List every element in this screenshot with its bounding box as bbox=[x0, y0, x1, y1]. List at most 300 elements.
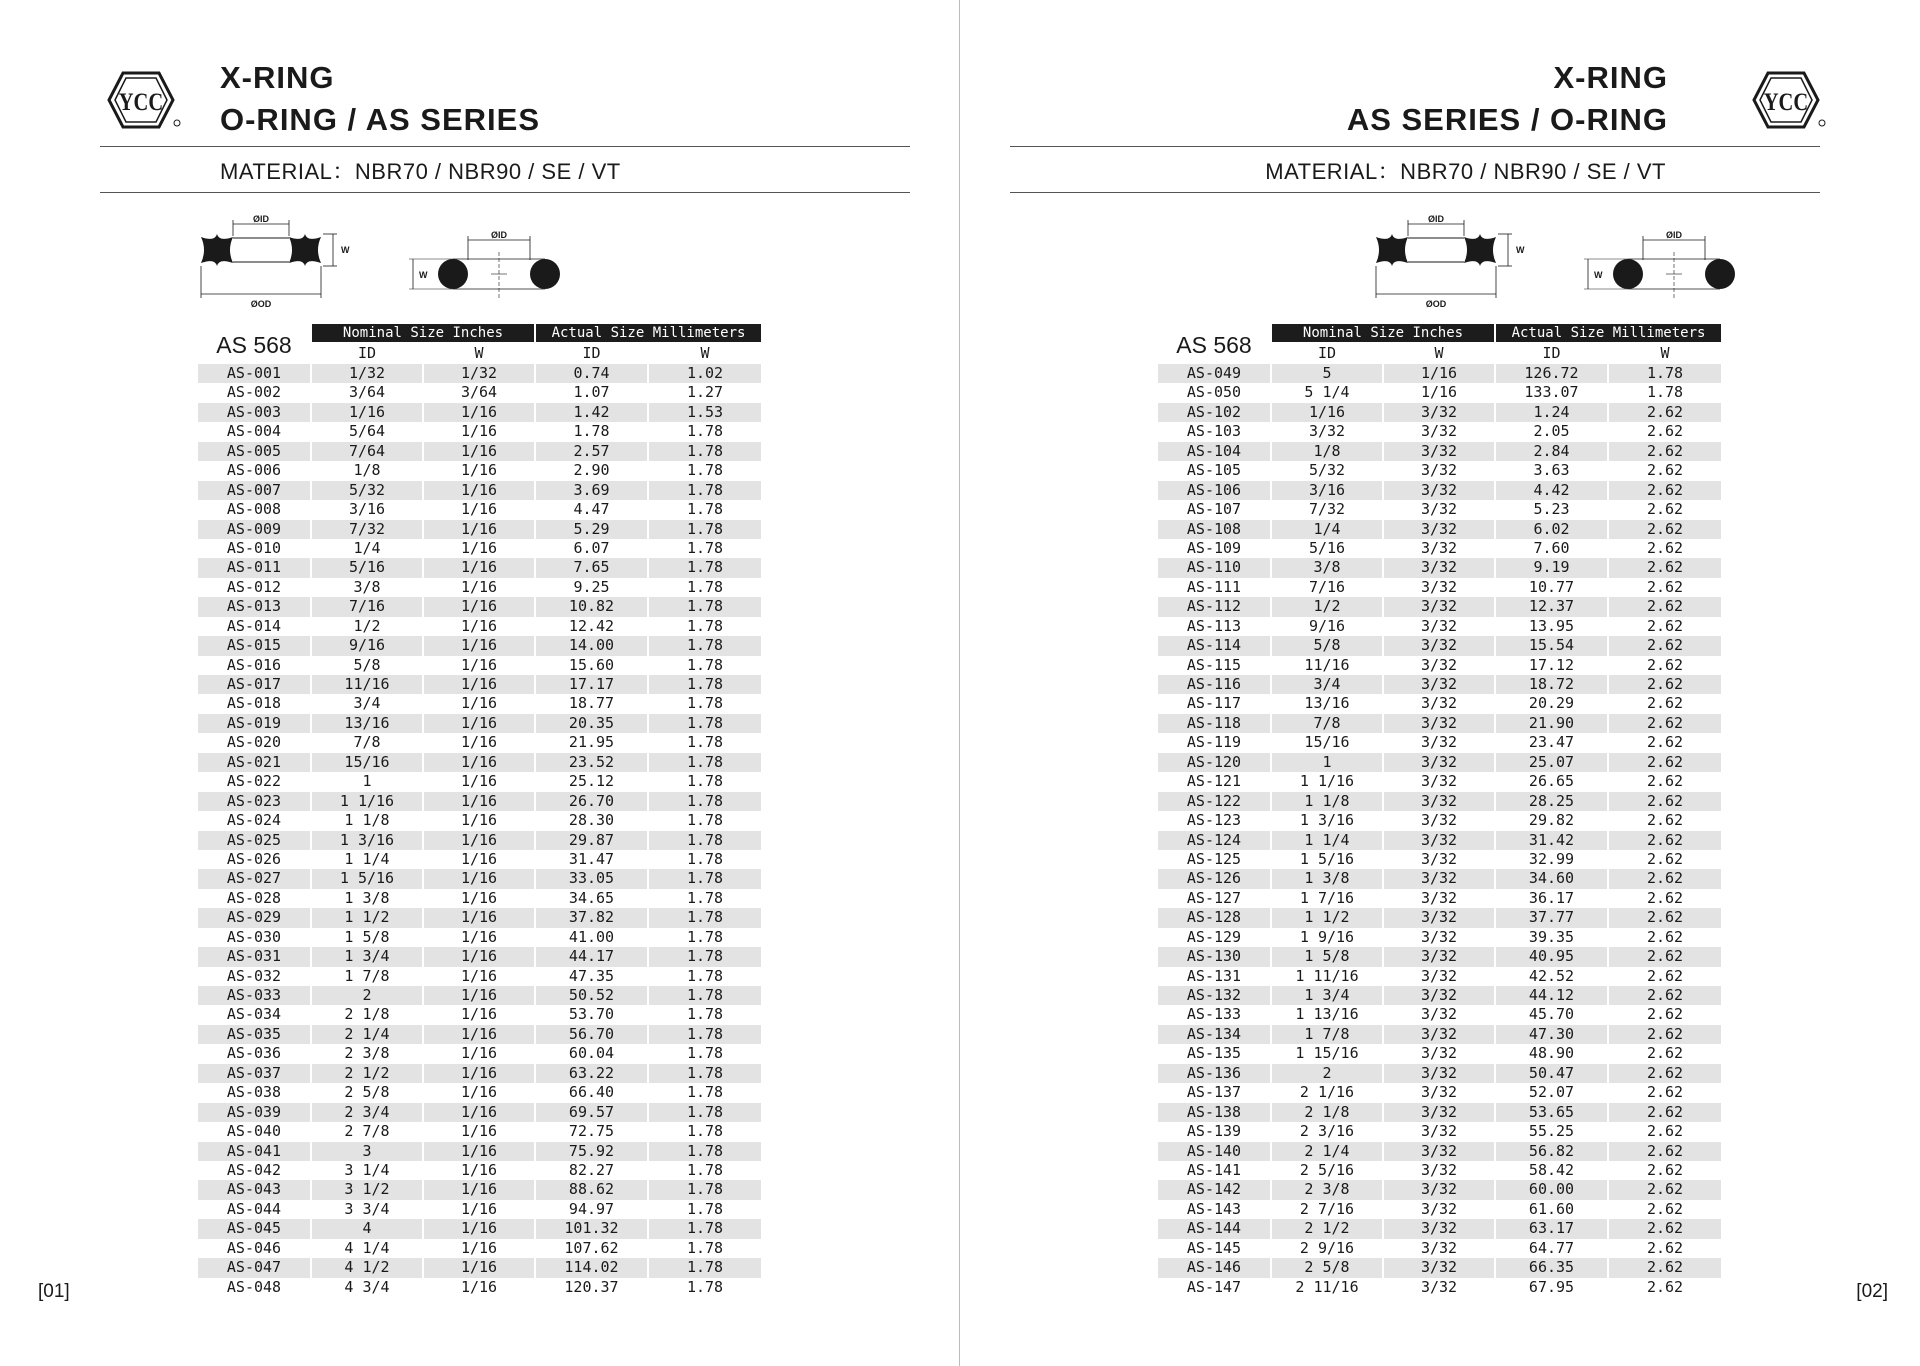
row-nominal-w: 3/32 bbox=[1384, 714, 1494, 733]
row-nominal-w: 1/16 bbox=[424, 967, 534, 986]
table-row bbox=[198, 733, 761, 752]
row-actual-w: 1.78 bbox=[649, 1064, 761, 1083]
row-actual-w: 1.78 bbox=[649, 1122, 761, 1141]
row-nominal-id: 5/64 bbox=[312, 422, 422, 441]
row-actual-id: 3.69 bbox=[536, 481, 647, 500]
row-actual-w: 1.78 bbox=[649, 1142, 761, 1161]
row-actual-w: 1.78 bbox=[649, 850, 761, 869]
table-row bbox=[1158, 714, 1721, 733]
row-actual-id: 17.12 bbox=[1496, 656, 1607, 675]
row-actual-w: 2.62 bbox=[1609, 675, 1721, 694]
row-nominal-id: 1 3/8 bbox=[1272, 869, 1382, 888]
row-actual-id: 67.95 bbox=[1496, 1278, 1607, 1297]
row-nominal-w: 1/16 bbox=[424, 869, 534, 888]
row-nominal-w: 1/16 bbox=[424, 1122, 534, 1141]
table-row bbox=[1158, 947, 1721, 966]
row-nominal-id: 3/4 bbox=[312, 694, 422, 713]
row-nominal-w: 1/16 bbox=[424, 558, 534, 577]
row-size-code: AS-030 bbox=[198, 928, 310, 947]
row-actual-id: 63.22 bbox=[536, 1064, 647, 1083]
row-nominal-id: 2 5/16 bbox=[1272, 1161, 1382, 1180]
row-size-code: AS-019 bbox=[198, 714, 310, 733]
row-nominal-id: 11/16 bbox=[1272, 656, 1382, 675]
row-size-code: AS-014 bbox=[198, 617, 310, 636]
row-nominal-id: 1 bbox=[1272, 753, 1382, 772]
row-size-code: AS-136 bbox=[1158, 1064, 1270, 1083]
row-actual-id: 28.30 bbox=[536, 811, 647, 830]
row-nominal-id: 3 1/2 bbox=[312, 1180, 422, 1199]
row-nominal-w: 3/32 bbox=[1384, 908, 1494, 927]
table-row bbox=[1158, 967, 1721, 986]
row-nominal-w: 1/16 bbox=[424, 636, 534, 655]
row-actual-id: 7.65 bbox=[536, 558, 647, 577]
ycc-logo bbox=[1742, 68, 1830, 132]
row-actual-id: 69.57 bbox=[536, 1103, 647, 1122]
row-actual-w: 2.62 bbox=[1609, 1103, 1721, 1122]
material-divider bbox=[1010, 192, 1820, 193]
row-nominal-id: 9/16 bbox=[312, 636, 422, 655]
row-actual-w: 2.62 bbox=[1609, 1122, 1721, 1141]
row-nominal-w: 3/32 bbox=[1384, 422, 1494, 441]
row-actual-id: 82.27 bbox=[536, 1161, 647, 1180]
row-nominal-id: 2 5/8 bbox=[312, 1083, 422, 1102]
ring-cross-section-diagram bbox=[195, 212, 585, 312]
table-row bbox=[1158, 831, 1721, 850]
series-label: AS 568 bbox=[1176, 332, 1252, 358]
row-size-code: AS-140 bbox=[1158, 1142, 1270, 1161]
row-size-code: AS-139 bbox=[1158, 1122, 1270, 1141]
row-actual-id: 18.77 bbox=[536, 694, 647, 713]
row-nominal-w: 3/32 bbox=[1384, 442, 1494, 461]
row-actual-w: 2.62 bbox=[1609, 1005, 1721, 1024]
x-ring-left-profile bbox=[201, 234, 233, 266]
table-row bbox=[1158, 1044, 1721, 1063]
row-nominal-id: 1 7/8 bbox=[312, 967, 422, 986]
row-nominal-id: 1 15/16 bbox=[1272, 1044, 1382, 1063]
row-nominal-id: 2 bbox=[312, 986, 422, 1005]
row-actual-w: 1.78 bbox=[649, 1219, 761, 1238]
row-actual-id: 26.70 bbox=[536, 792, 647, 811]
row-actual-w: 2.62 bbox=[1609, 1239, 1721, 1258]
row-nominal-w: 1/16 bbox=[424, 1025, 534, 1044]
row-nominal-w: 3/32 bbox=[1384, 675, 1494, 694]
table-row bbox=[198, 1025, 761, 1044]
row-actual-id: 40.95 bbox=[1496, 947, 1607, 966]
row-actual-id: 53.65 bbox=[1496, 1103, 1607, 1122]
row-nominal-id: 5/8 bbox=[1272, 636, 1382, 655]
row-size-code: AS-028 bbox=[198, 889, 310, 908]
col-nominal-id: ID bbox=[357, 344, 377, 362]
row-size-code: AS-049 bbox=[1158, 364, 1270, 383]
row-size-code: AS-127 bbox=[1158, 889, 1270, 908]
row-actual-w: 2.62 bbox=[1609, 850, 1721, 869]
row-actual-w: 2.62 bbox=[1609, 908, 1721, 927]
row-nominal-w: 3/32 bbox=[1384, 636, 1494, 655]
row-actual-id: 56.70 bbox=[536, 1025, 647, 1044]
row-actual-id: 47.30 bbox=[1496, 1025, 1607, 1044]
row-nominal-w: 1/16 bbox=[424, 1239, 534, 1258]
table-row bbox=[1158, 1180, 1721, 1199]
row-nominal-w: 3/32 bbox=[1384, 617, 1494, 636]
table-row bbox=[198, 1161, 761, 1180]
row-actual-id: 15.54 bbox=[1496, 636, 1607, 655]
row-actual-w: 1.78 bbox=[649, 500, 761, 519]
row-nominal-id: 1 11/16 bbox=[1272, 967, 1382, 986]
row-nominal-w: 1/16 bbox=[424, 850, 534, 869]
as568-size-table bbox=[1158, 324, 1721, 1297]
table-row bbox=[198, 520, 761, 539]
row-nominal-id: 2 7/8 bbox=[312, 1122, 422, 1141]
row-nominal-id: 7/8 bbox=[312, 733, 422, 752]
row-actual-id: 64.77 bbox=[1496, 1239, 1607, 1258]
material-line: MATERIAL：NBR70 / NBR90 / SE / VT bbox=[220, 159, 621, 184]
row-nominal-w: 3/32 bbox=[1384, 500, 1494, 519]
diagram-w-label: W bbox=[1516, 245, 1525, 255]
row-size-code: AS-009 bbox=[198, 520, 310, 539]
row-actual-w: 1.78 bbox=[649, 1083, 761, 1102]
row-actual-w: 2.62 bbox=[1609, 947, 1721, 966]
row-size-code: AS-037 bbox=[198, 1064, 310, 1083]
row-actual-id: 3.63 bbox=[1496, 461, 1607, 480]
o-ring-right-profile bbox=[1705, 259, 1735, 289]
row-actual-id: 37.77 bbox=[1496, 908, 1607, 927]
o-ring-left-profile bbox=[438, 259, 468, 289]
table-row bbox=[1158, 636, 1721, 655]
row-actual-id: 58.42 bbox=[1496, 1161, 1607, 1180]
table-row bbox=[198, 947, 761, 966]
table-row bbox=[1158, 792, 1721, 811]
row-nominal-w: 3/32 bbox=[1384, 1025, 1494, 1044]
row-nominal-id: 15/16 bbox=[312, 753, 422, 772]
table-row bbox=[198, 578, 761, 597]
row-actual-w: 2.62 bbox=[1609, 403, 1721, 422]
table-row bbox=[1158, 578, 1721, 597]
row-actual-w: 2.62 bbox=[1609, 442, 1721, 461]
row-size-code: AS-122 bbox=[1158, 792, 1270, 811]
row-actual-id: 21.90 bbox=[1496, 714, 1607, 733]
row-nominal-w: 3/32 bbox=[1384, 481, 1494, 500]
row-size-code: AS-106 bbox=[1158, 481, 1270, 500]
diagram-w-label: W bbox=[341, 245, 350, 255]
row-size-code: AS-142 bbox=[1158, 1180, 1270, 1199]
row-actual-id: 5.29 bbox=[536, 520, 647, 539]
row-size-code: AS-121 bbox=[1158, 772, 1270, 791]
row-nominal-id: 1 1/16 bbox=[312, 792, 422, 811]
table-row bbox=[198, 364, 761, 383]
row-nominal-id: 2 3/4 bbox=[312, 1103, 422, 1122]
ycc-logo bbox=[97, 68, 185, 132]
row-actual-w: 1.78 bbox=[649, 1200, 761, 1219]
row-nominal-w: 1/16 bbox=[424, 792, 534, 811]
row-nominal-w: 1/16 bbox=[424, 1044, 534, 1063]
row-nominal-id: 5/32 bbox=[312, 481, 422, 500]
row-nominal-id: 2 11/16 bbox=[1272, 1278, 1382, 1297]
row-nominal-w: 1/16 bbox=[424, 889, 534, 908]
row-nominal-id: 4 bbox=[312, 1219, 422, 1238]
table-row bbox=[198, 383, 761, 402]
row-nominal-id: 2 1/16 bbox=[1272, 1083, 1382, 1102]
row-actual-id: 31.42 bbox=[1496, 831, 1607, 850]
row-size-code: AS-102 bbox=[1158, 403, 1270, 422]
row-actual-w: 2.62 bbox=[1609, 733, 1721, 752]
row-actual-w: 2.62 bbox=[1609, 792, 1721, 811]
row-size-code: AS-113 bbox=[1158, 617, 1270, 636]
row-actual-w: 2.62 bbox=[1609, 1044, 1721, 1063]
row-size-code: AS-046 bbox=[198, 1239, 310, 1258]
row-actual-w: 1.78 bbox=[649, 1103, 761, 1122]
row-nominal-w: 3/32 bbox=[1384, 1200, 1494, 1219]
row-actual-id: 33.05 bbox=[536, 869, 647, 888]
o-ring-left-profile bbox=[1613, 259, 1643, 289]
table-row bbox=[198, 1103, 761, 1122]
row-size-code: AS-041 bbox=[198, 1142, 310, 1161]
table-row bbox=[198, 558, 761, 577]
row-nominal-id: 2 9/16 bbox=[1272, 1239, 1382, 1258]
row-nominal-w: 1/16 bbox=[424, 831, 534, 850]
table-row bbox=[198, 714, 761, 733]
row-nominal-w: 1/16 bbox=[424, 1103, 534, 1122]
logo-text: YCC bbox=[118, 88, 164, 116]
row-actual-id: 75.92 bbox=[536, 1142, 647, 1161]
row-nominal-w: 3/32 bbox=[1384, 1278, 1494, 1297]
row-nominal-w: 3/32 bbox=[1384, 792, 1494, 811]
material-line: MATERIAL：NBR70 / NBR90 / SE / VT bbox=[1265, 159, 1666, 184]
row-nominal-id: 1 1/4 bbox=[1272, 831, 1382, 850]
table-row bbox=[198, 1200, 761, 1219]
row-nominal-w: 1/32 bbox=[424, 364, 534, 383]
row-size-code: AS-029 bbox=[198, 908, 310, 927]
row-size-code: AS-114 bbox=[1158, 636, 1270, 655]
row-nominal-w: 3/32 bbox=[1384, 1122, 1494, 1141]
row-size-code: AS-128 bbox=[1158, 908, 1270, 927]
row-actual-w: 1.78 bbox=[649, 578, 761, 597]
row-nominal-id: 1 5/8 bbox=[312, 928, 422, 947]
row-actual-id: 45.70 bbox=[1496, 1005, 1607, 1024]
row-nominal-w: 3/32 bbox=[1384, 1103, 1494, 1122]
table-row bbox=[1158, 1005, 1721, 1024]
diagram-w-label-oring: W bbox=[1594, 270, 1603, 280]
row-size-code: AS-015 bbox=[198, 636, 310, 655]
row-nominal-id: 7/8 bbox=[1272, 714, 1382, 733]
row-actual-w: 1.78 bbox=[649, 675, 761, 694]
row-nominal-id: 1 bbox=[312, 772, 422, 791]
row-nominal-id: 1 13/16 bbox=[1272, 1005, 1382, 1024]
row-nominal-w: 1/16 bbox=[424, 617, 534, 636]
row-nominal-id: 5 1/4 bbox=[1272, 383, 1382, 402]
table-row bbox=[198, 1122, 761, 1141]
row-actual-w: 1.78 bbox=[1609, 364, 1721, 383]
row-nominal-w: 3/32 bbox=[1384, 1083, 1494, 1102]
table-row bbox=[198, 481, 761, 500]
row-actual-w: 1.78 bbox=[649, 1005, 761, 1024]
row-size-code: AS-023 bbox=[198, 792, 310, 811]
row-actual-w: 2.62 bbox=[1609, 986, 1721, 1005]
row-nominal-id: 7/16 bbox=[1272, 578, 1382, 597]
row-actual-w: 1.78 bbox=[649, 539, 761, 558]
row-nominal-id: 3/32 bbox=[1272, 422, 1382, 441]
row-actual-w: 2.62 bbox=[1609, 500, 1721, 519]
table-row bbox=[198, 928, 761, 947]
col-actual-w: W bbox=[1660, 344, 1670, 362]
row-nominal-w: 1/16 bbox=[424, 1083, 534, 1102]
row-size-code: AS-138 bbox=[1158, 1103, 1270, 1122]
row-nominal-w: 1/16 bbox=[424, 520, 534, 539]
row-actual-id: 52.07 bbox=[1496, 1083, 1607, 1102]
row-actual-id: 4.47 bbox=[536, 500, 647, 519]
header-divider bbox=[1010, 146, 1820, 147]
row-nominal-id: 5 bbox=[1272, 364, 1382, 383]
row-size-code: AS-112 bbox=[1158, 597, 1270, 616]
row-nominal-id: 1 5/16 bbox=[1272, 850, 1382, 869]
table-row bbox=[1158, 869, 1721, 888]
row-actual-id: 23.47 bbox=[1496, 733, 1607, 752]
row-size-code: AS-045 bbox=[198, 1219, 310, 1238]
row-nominal-w: 1/16 bbox=[424, 461, 534, 480]
row-actual-w: 2.62 bbox=[1609, 520, 1721, 539]
row-nominal-w: 1/16 bbox=[1384, 383, 1494, 402]
row-actual-w: 1.78 bbox=[649, 1044, 761, 1063]
table-row bbox=[198, 694, 761, 713]
row-actual-id: 26.65 bbox=[1496, 772, 1607, 791]
row-nominal-w: 3/32 bbox=[1384, 831, 1494, 850]
row-actual-id: 101.32 bbox=[536, 1219, 647, 1238]
header-divider bbox=[100, 146, 910, 147]
row-nominal-id: 1/16 bbox=[312, 403, 422, 422]
row-nominal-id: 2 1/2 bbox=[312, 1064, 422, 1083]
table-row bbox=[1158, 539, 1721, 558]
row-nominal-id: 7/64 bbox=[312, 442, 422, 461]
row-nominal-w: 1/16 bbox=[424, 1258, 534, 1277]
row-size-code: AS-035 bbox=[198, 1025, 310, 1044]
page-number: [02] bbox=[1856, 1281, 1888, 1302]
row-actual-w: 2.62 bbox=[1609, 714, 1721, 733]
row-nominal-id: 3/4 bbox=[1272, 675, 1382, 694]
row-size-code: AS-104 bbox=[1158, 442, 1270, 461]
row-nominal-id: 1 3/16 bbox=[1272, 811, 1382, 830]
row-nominal-w: 1/16 bbox=[424, 442, 534, 461]
row-size-code: AS-048 bbox=[198, 1278, 310, 1297]
row-nominal-id: 1/2 bbox=[312, 617, 422, 636]
row-nominal-id: 1 7/16 bbox=[1272, 889, 1382, 908]
row-nominal-id: 7/32 bbox=[312, 520, 422, 539]
row-nominal-id: 13/16 bbox=[312, 714, 422, 733]
row-actual-id: 1.24 bbox=[1496, 403, 1607, 422]
row-nominal-w: 1/16 bbox=[424, 539, 534, 558]
row-size-code: AS-042 bbox=[198, 1161, 310, 1180]
row-nominal-id: 3 bbox=[312, 1142, 422, 1161]
row-nominal-w: 3/32 bbox=[1384, 850, 1494, 869]
row-actual-w: 2.62 bbox=[1609, 481, 1721, 500]
row-nominal-id: 1/16 bbox=[1272, 403, 1382, 422]
row-actual-w: 1.78 bbox=[649, 597, 761, 616]
table-row bbox=[198, 1278, 761, 1297]
row-size-code: AS-117 bbox=[1158, 694, 1270, 713]
table-row bbox=[198, 675, 761, 694]
row-actual-w: 2.62 bbox=[1609, 1219, 1721, 1238]
table-row bbox=[198, 1239, 761, 1258]
row-actual-id: 61.60 bbox=[1496, 1200, 1607, 1219]
row-nominal-w: 1/16 bbox=[424, 733, 534, 752]
row-nominal-w: 1/16 bbox=[424, 694, 534, 713]
row-actual-id: 133.07 bbox=[1496, 383, 1607, 402]
row-actual-w: 1.78 bbox=[649, 908, 761, 927]
row-nominal-w: 1/16 bbox=[424, 947, 534, 966]
nominal-group-header: Nominal Size Inches bbox=[1272, 324, 1494, 342]
table-row bbox=[1158, 675, 1721, 694]
material-divider bbox=[100, 192, 910, 193]
row-nominal-id: 3 3/4 bbox=[312, 1200, 422, 1219]
row-size-code: AS-022 bbox=[198, 772, 310, 791]
row-nominal-w: 1/16 bbox=[424, 1161, 534, 1180]
o-ring-diagram bbox=[1584, 230, 1735, 298]
table-row bbox=[198, 986, 761, 1005]
row-nominal-id: 2 1/2 bbox=[1272, 1219, 1382, 1238]
row-actual-id: 29.87 bbox=[536, 831, 647, 850]
row-nominal-w: 3/32 bbox=[1384, 1180, 1494, 1199]
col-actual-id: ID bbox=[582, 344, 601, 362]
table-row bbox=[198, 1044, 761, 1063]
row-actual-id: 34.60 bbox=[1496, 869, 1607, 888]
row-nominal-w: 3/32 bbox=[1384, 869, 1494, 888]
row-nominal-id: 13/16 bbox=[1272, 694, 1382, 713]
row-nominal-w: 3/32 bbox=[1384, 1258, 1494, 1277]
row-actual-w: 2.62 bbox=[1609, 753, 1721, 772]
row-actual-w: 2.62 bbox=[1609, 1278, 1721, 1297]
table-row bbox=[198, 1083, 761, 1102]
col-actual-w: W bbox=[700, 344, 710, 362]
row-nominal-w: 3/32 bbox=[1384, 597, 1494, 616]
row-actual-id: 2.57 bbox=[536, 442, 647, 461]
table-row bbox=[198, 1005, 761, 1024]
row-nominal-w: 3/32 bbox=[1384, 889, 1494, 908]
table-row bbox=[1158, 928, 1721, 947]
row-nominal-id: 2 3/8 bbox=[1272, 1180, 1382, 1199]
row-actual-w: 1.78 bbox=[649, 656, 761, 675]
col-nominal-w: W bbox=[474, 344, 484, 362]
diagram-w-label-oring: W bbox=[419, 270, 428, 280]
row-size-code: AS-133 bbox=[1158, 1005, 1270, 1024]
row-size-code: AS-134 bbox=[1158, 1025, 1270, 1044]
row-actual-id: 10.82 bbox=[536, 597, 647, 616]
table-row bbox=[198, 908, 761, 927]
table-header bbox=[198, 324, 761, 364]
row-actual-w: 2.62 bbox=[1609, 1064, 1721, 1083]
row-actual-id: 21.95 bbox=[536, 733, 647, 752]
table-row bbox=[1158, 422, 1721, 441]
row-size-code: AS-043 bbox=[198, 1180, 310, 1199]
row-nominal-w: 1/16 bbox=[424, 403, 534, 422]
row-actual-w: 1.78 bbox=[649, 636, 761, 655]
row-nominal-id: 1 1/16 bbox=[1272, 772, 1382, 791]
row-nominal-w: 3/32 bbox=[1384, 1005, 1494, 1024]
table-row bbox=[198, 1180, 761, 1199]
table-row bbox=[198, 403, 761, 422]
table-row bbox=[198, 831, 761, 850]
row-size-code: AS-116 bbox=[1158, 675, 1270, 694]
row-actual-id: 7.60 bbox=[1496, 539, 1607, 558]
row-actual-w: 1.78 bbox=[649, 1180, 761, 1199]
table-row bbox=[198, 1258, 761, 1277]
row-actual-w: 1.78 bbox=[649, 772, 761, 791]
row-actual-w: 1.78 bbox=[649, 967, 761, 986]
row-nominal-w: 1/16 bbox=[424, 481, 534, 500]
row-size-code: AS-108 bbox=[1158, 520, 1270, 539]
row-nominal-w: 3/32 bbox=[1384, 403, 1494, 422]
row-actual-id: 18.72 bbox=[1496, 675, 1607, 694]
row-actual-id: 25.07 bbox=[1496, 753, 1607, 772]
row-actual-id: 126.72 bbox=[1496, 364, 1607, 383]
row-size-code: AS-103 bbox=[1158, 422, 1270, 441]
